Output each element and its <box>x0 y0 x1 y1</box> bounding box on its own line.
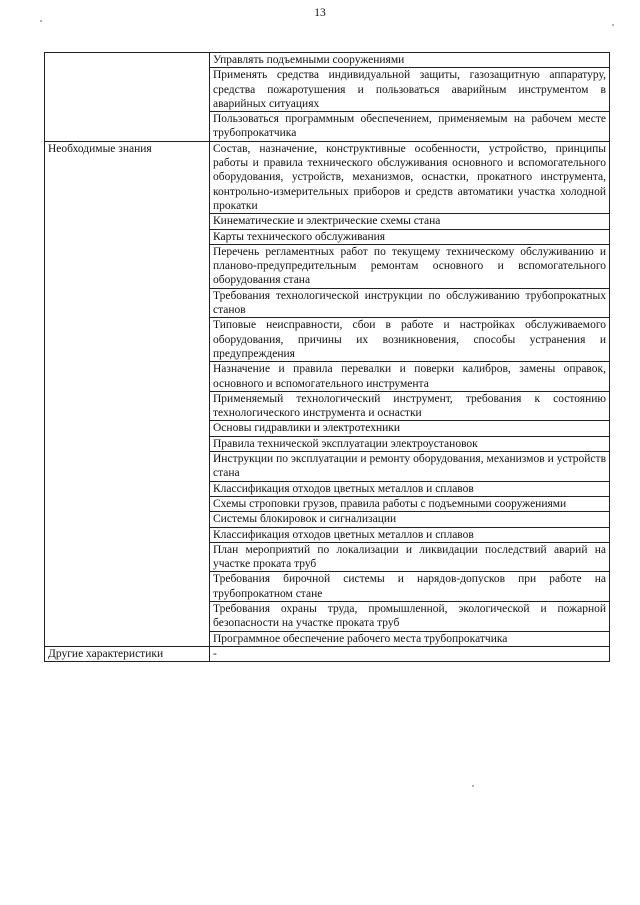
scan-speck <box>472 785 474 787</box>
row-label-skills-continued <box>45 53 210 142</box>
knowledge-item: Системы блокировок и сигнализации <box>210 512 610 527</box>
knowledge-item: Инструкции по эксплуатации и ремонту оборудования, механизмов и устройств стана <box>210 452 610 482</box>
knowledge-item: Классификация отходов цветных металлов и сплавов <box>210 527 610 542</box>
skill-item: Применять средства индивидуальной защиты, газозащитную аппаратуру, средства пожаротушения и пользоваться аварийным инструментом в аварийных ситуациях <box>210 68 610 112</box>
knowledge-item: Назначение и правила перевалки и поверки калибров, замены оправок, основного и вспомогательного инструмента <box>210 362 610 392</box>
knowledge-item: Применяемый технологический инструмент, требования к состоянию технологического инструмента и оснастки <box>210 391 610 421</box>
row-label-other-characteristics: Другие характеристики <box>45 646 210 661</box>
page-number: 13 <box>314 7 326 19</box>
competency-table <box>44 52 610 662</box>
knowledge-item: Требования технологической инструкции по обслуживанию трубопрокатных станов <box>210 288 610 318</box>
knowledge-item: Требования охраны труда, промышленной, экологической и пожарной безопасности на участке проката труб <box>210 601 610 631</box>
knowledge-item: Перечень регламентных работ по текущему техническому обслуживанию и планово-предупредительным ремонтам основного и вспомогательного оборудования стана <box>210 244 610 288</box>
knowledge-item: Карты технического обслуживания <box>210 229 610 244</box>
knowledge-item: План мероприятий по локализации и ликвидации последствий аварий на участке проката труб <box>210 542 610 572</box>
knowledge-item: Типовые неисправности, сбои в работе и настройках обслуживаемого оборудования, причины их возникновения, способы устранения и предупреждения <box>210 318 610 362</box>
table-row <box>45 53 610 68</box>
scan-speck <box>40 20 42 22</box>
knowledge-item: Требования бирочной системы и нарядов-допусков при работе на трубопрокатном стане <box>210 572 610 602</box>
skill-item: Пользоваться программным обеспечением, применяемым на рабочем месте трубопрокатчика <box>210 112 610 142</box>
row-label-required-knowledge: Необходимые знания <box>45 141 210 646</box>
knowledge-item: Классификация отходов цветных металлов и сплавов <box>210 481 610 496</box>
table-row <box>45 646 610 661</box>
scan-speck <box>612 24 614 26</box>
other-characteristics-value: - <box>210 646 610 661</box>
knowledge-item: Программное обеспечение рабочего места трубопрокатчика <box>210 631 610 646</box>
knowledge-item: Состав, назначение, конструктивные особенности, устройство, принципы работы и правила технического обслуживания основного и вспомогательного оборудования, устройств, механизмов, оснастки, прокатного инструмента, контрольно-измерительных приборов и средств автоматики участка холодной прокатки <box>210 141 610 213</box>
knowledge-item: Кинематические и электрические схемы стана <box>210 214 610 229</box>
knowledge-item: Основы гидравлики и электротехники <box>210 421 610 436</box>
skill-item: Управлять подъемными сооружениями <box>210 53 610 68</box>
knowledge-item: Правила технической эксплуатации электроустановок <box>210 436 610 451</box>
table-row <box>45 141 610 213</box>
knowledge-item: Схемы строповки грузов, правила работы с подъемными сооружениями <box>210 496 610 511</box>
